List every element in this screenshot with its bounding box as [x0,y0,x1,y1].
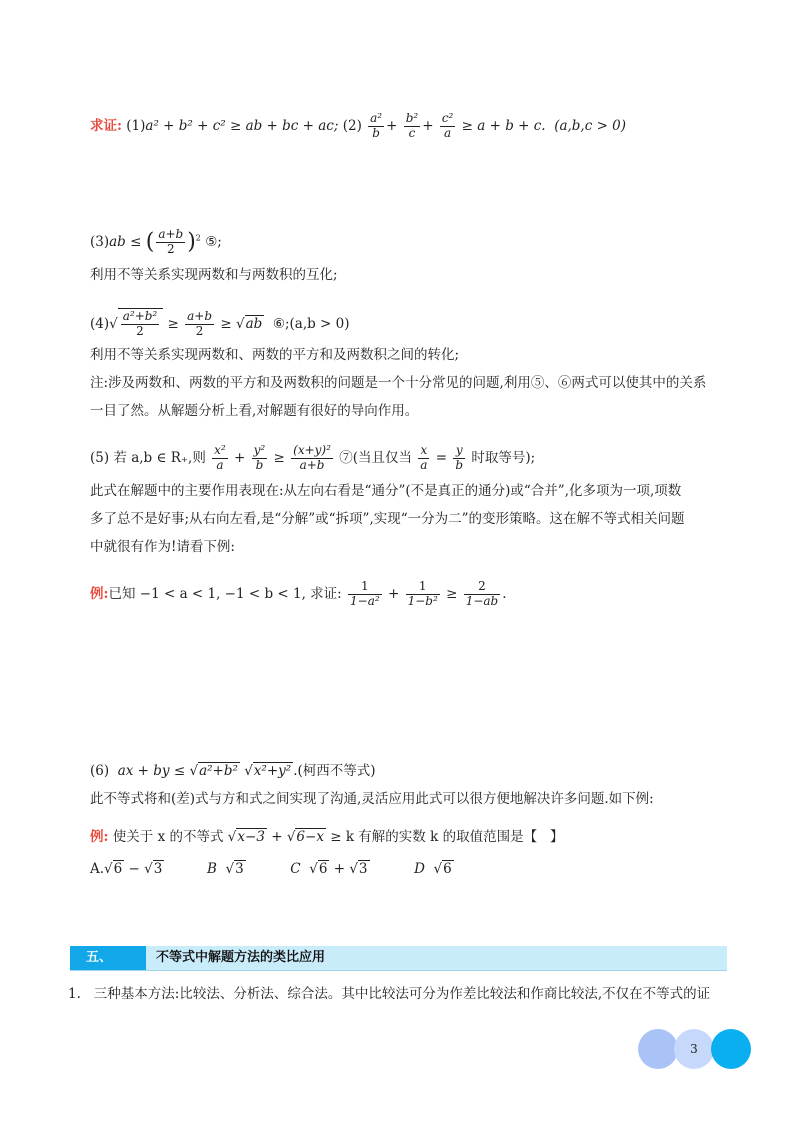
proof-label: 求证: [90,117,122,134]
example2-sqrt-1: x−3 [237,829,265,845]
item5-note-1: 此式在解题中的主要作用表现在:从左向右看是“通分”(不是真正的通分)或“合并”,化多项为一项,项数 [90,483,682,499]
item5-fraction-3: $\frac{\text{(x+y)²}}{a+b}$ [293,443,331,472]
item4-ge-1: ≥ [167,315,179,332]
item5-tag: (5) [90,449,110,466]
option-d: D √6 [414,861,452,877]
item3-fraction: $\frac{a+b}{2}$ [158,227,184,256]
item4-ge-2: ≥ [220,315,232,332]
item3-power: 2 [195,233,201,243]
item5-fraction-2: $\frac{\text{y²}}{b}$ [253,443,266,472]
list-item [68,988,710,1002]
example1-label: 例: [90,585,109,602]
proof-part1-tag: (1) [126,117,146,134]
proof-fraction-2: $\frac{\text{b²}}{c}$ [405,111,419,140]
example2-label: 例: [90,829,109,845]
example2-options [90,860,454,877]
item6-lhs: ax + by ≤ [117,763,186,779]
item5-ge: ≥ [273,449,285,466]
item5-plus: + [234,449,246,466]
item4-note-1: 利用不等关系实现两数和、两数的平方和及两数积之间的转化; [90,347,460,363]
item4-note-3: 一目了然。从解题分析上看,对解题有很好的导向作用。 [90,403,419,419]
item3-marker: ⑤; [205,233,222,250]
list-item-number: 1. [68,986,81,1002]
item3-lhs: ab ≤ [109,233,142,250]
example1-ge: ≥ [446,585,458,602]
item6-sqrt-2: x²+y² [253,763,292,779]
item5-eq: = [435,449,448,466]
example2-text-1: 使关于 x 的不等式 [112,829,224,845]
proof-statement: 求证: (1)a² + b² + c² ≥ ab + bc + ac; (2) $\frac{\text{a²}}{b}$ + $\frac{\text{b²}}{c}$ + $\frac{\text{c²}}{a}$ ≥ a + b + c. (a,b,c > 0) [90,111,627,140]
item4-sqrt-ab: ab [245,315,263,332]
item6-tail: .(柯西不等式) [293,763,376,779]
item3-note: 利用不等关系实现两数和与两数积的互化; [90,267,338,283]
item4-marker: ⑥;(a,b > 0) [272,315,350,332]
proof-fraction-3: $\frac{\text{c²}}{a}$ [441,111,454,140]
item5-formula [90,444,535,473]
example2-text-2: ≥ k 有解的实数 k 的取值范围是【 [330,829,538,845]
item3-tag: (3) [90,233,110,250]
option-b: B √3 [206,861,244,877]
item6-tag: (6) [90,763,110,779]
example1-end: . [502,585,507,602]
section-title: 不等式中解题方法的类比应用 [156,950,326,965]
item5-fraction-1: $\frac{\text{x²}}{a}$ [214,443,226,472]
item5-note-2: 多了总不是好事;从右向左看,是“分解”或“拆项”,实现“一分为二”的变形策略。这在解不等式相关问题 [90,511,685,527]
item6-sqrt-1: a²+b² [199,763,238,779]
item4-tag: (4) [90,315,110,332]
item6-formula: (6) ax + by ≤ √a²+b² √x²+y² .(柯西不等式) [90,763,376,779]
item6-note: 此不等式将和(差)式与方和式之间实现了沟通,灵活应用此式可以很方便地解决许多问题.如下例: [90,791,654,807]
page-circle-right [711,1029,751,1069]
section-header [70,946,727,971]
list-item-text: 三种基本方法:比较法、分析法、综合法。其中比较法可分为作差比较法和作商比较法,不仅在不等式的证 [93,986,711,1002]
section-number: 五、 [70,946,146,970]
option-a: A.√6 − √3 [90,861,163,877]
example-2: 例: 使关于 x 的不等式 √x−3 + √6−x ≥ k 有解的实数 k 的取值范围是【 】 [90,829,564,845]
example2-sqrt-2: 6−x [296,829,324,845]
item4-formula: (4)√ $\frac{\text{a²+b²}}{2}$ ≥ $\frac{a+b}{2}$ ≥ √ab ⑥;(a,b > 0) [90,309,350,338]
item5-note-3: 中就很有作为!请看下例: [90,539,235,555]
proof-part2-tag: (2) [342,117,362,134]
page-circle-left [638,1029,678,1069]
item4-note-2: 注:涉及两数和、两数的平方和及两数积的问题是一个十分常见的问题,利用⑤、⑥两式可以使其中的关系 [90,375,707,391]
item5-condition: 若 a,b ∈ R₊,则 [113,449,206,466]
item5-eq-left: $\frac{x}{a}$ [420,443,428,472]
item5-marker: ⑦(当且仅当 [339,449,412,466]
item3-formula: (3)ab ≤ ( $\frac{a+b}{2}$ )$^2$ ⑤; [90,227,222,256]
example1-fraction-3: $\frac{2}{1-ab}$ [465,579,499,608]
proof-condition: (a,b,c > 0) [554,117,627,134]
proof-part2-rhs: ≥ a + b + c. [461,117,546,134]
example1-plus: + [388,585,400,602]
example1-fraction-1: $\frac{1}{\text{1−a²}}$ [350,579,380,608]
option-c: C √6 + √3 [290,861,368,877]
example1-fraction-2: $\frac{1}{\text{1−b²}}$ [407,579,438,608]
item4-sqrt-fraction: $\frac{\text{a²+b²}}{2}$ [122,309,158,338]
example2-plus: + [271,829,283,845]
example-1 [90,580,507,609]
item4-mid-fraction: $\frac{a+b}{2}$ [187,309,213,338]
proof-part1-expr: a² + b² + c² ≥ ab + bc + ac; [145,117,339,134]
item5-eq-right: $\frac{y}{b}$ [455,443,464,472]
example2-bracket-end: 】 [549,829,564,845]
example1-text: 已知 −1 < a < 1, −1 < b < 1, 求证: [108,585,342,602]
page-number: 3 [690,1042,698,1056]
item5-tail: 时取等号); [471,449,536,466]
proof-fraction-1: $\frac{\text{a²}}{b}$ [370,111,383,140]
